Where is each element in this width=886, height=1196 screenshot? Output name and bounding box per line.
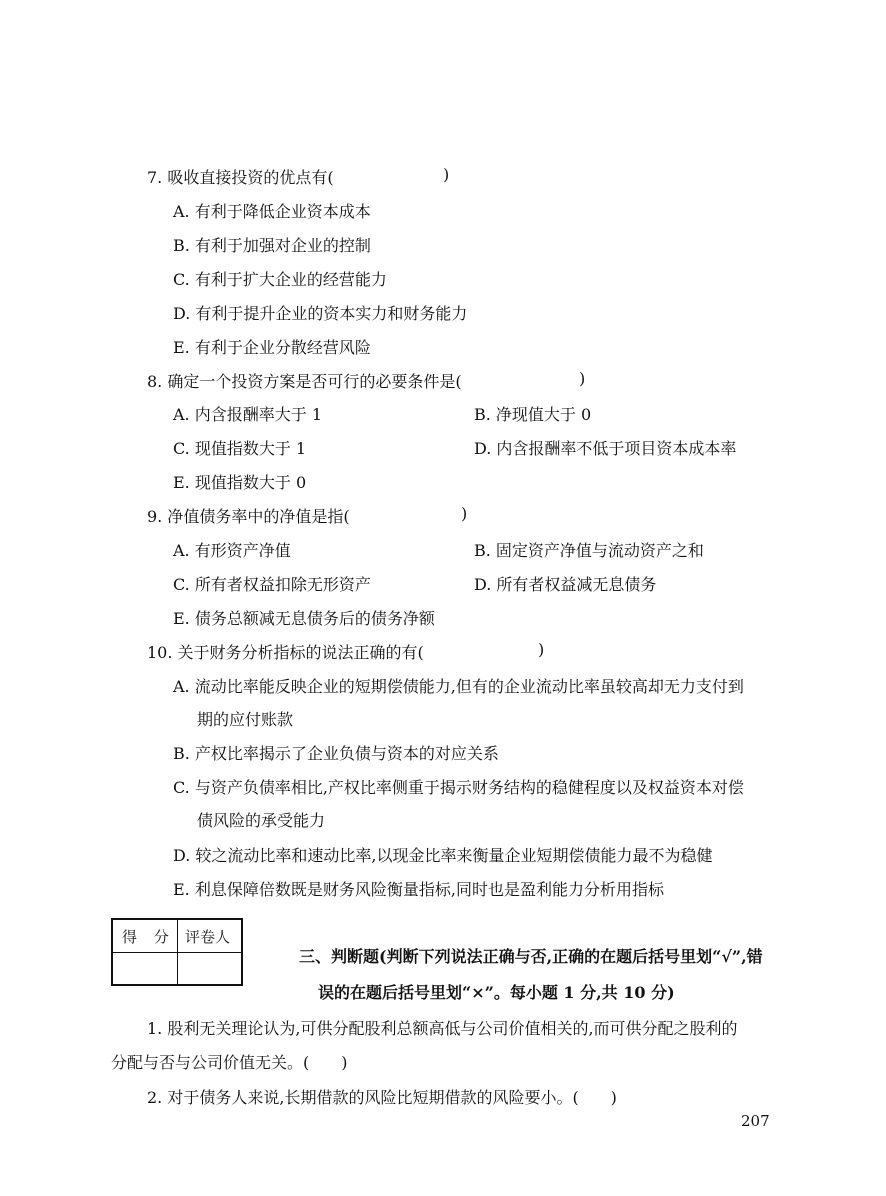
question-10-option-b: B. 产权比率揭示了企业负债与资本的对应关系	[173, 744, 499, 763]
question-7-option-d: D. 有利于提升企业的资本实力和财务能力	[173, 304, 468, 323]
question-10-option-c-line1: C. 与资产负债率相比,产权比率侧重于揭示财务结构的稳健程度以及权益资本对偿	[173, 778, 744, 797]
question-9-close-paren: )	[461, 504, 468, 523]
question-9-option-a: A. 有形资产净值	[173, 541, 291, 560]
question-10-option-c-line2: 债风险的承受能力	[197, 811, 326, 830]
judgment-1-line2: 分配与否与公司价值无关。( )	[111, 1053, 348, 1072]
question-7-option-b: B. 有利于加强对企业的控制	[173, 236, 371, 255]
question-10-close-paren: )	[538, 640, 545, 659]
score-table	[111, 918, 243, 986]
question-8-option-d: D. 内含报酬率不低于项目资本成本率	[474, 439, 737, 458]
question-10-option-a-line1: A. 流动比率能反映企业的短期偿债能力,但有的企业流动比率虽较高却无力支付到	[173, 677, 744, 696]
question-9-option-b: B. 固定资产净值与流动资产之和	[474, 541, 704, 560]
question-7-close-paren: )	[443, 165, 450, 184]
question-9-stem: 9. 净值债务率中的净值是指(	[147, 507, 350, 526]
question-10-option-e: E. 利息保障倍数既是财务风险衡量指标,同时也是盈利能力分析用指标	[173, 880, 664, 899]
question-8-close-paren: )	[579, 369, 586, 388]
question-8-option-e: E. 现值指数大于 0	[173, 473, 307, 492]
score-label: 得 分	[122, 928, 175, 946]
question-9-option-d: D. 所有者权益减无息债务	[474, 575, 657, 594]
question-10-option-a-line2: 期的应付账款	[197, 710, 294, 729]
section-3-heading-line2: 误的在题后括号里划“×”。每小题 1 分,共 10 分)	[318, 983, 675, 1002]
question-7-option-a: A. 有利于降低企业资本成本	[173, 202, 371, 221]
judgment-2: 2. 对于债务人来说,长期借款的风险比短期借款的风险要小。( )	[147, 1088, 617, 1107]
question-9-option-e: E. 债务总额减无息债务后的债务净额	[173, 609, 435, 628]
question-8-option-b: B. 净现值大于 0	[474, 405, 592, 424]
question-8-option-a: A. 内含报酬率大于 1	[173, 405, 322, 424]
question-7-stem: 7. 吸收直接投资的优点有(	[147, 168, 334, 187]
question-8-stem: 8. 确定一个投资方案是否可行的必要条件是(	[147, 372, 462, 391]
judgment-1-line1: 1. 股利无关理论认为,可供分配股利总额高低与公司价值相关的,而可供分配之股利的	[147, 1019, 738, 1038]
question-8-option-c: C. 现值指数大于 1	[173, 439, 307, 458]
question-9-option-c: C. 所有者权益扣除无形资产	[173, 575, 371, 594]
page-number: 207	[741, 1112, 770, 1130]
question-7-option-e: E. 有利于企业分散经营风险	[173, 338, 371, 357]
question-10-stem: 10. 关于财务分析指标的说法正确的有(	[147, 643, 424, 662]
grader-label: 评卷人	[185, 928, 231, 946]
question-10-option-d: D. 较之流动比率和速动比率,以现金比率来衡量企业短期偿债能力最不为稳健	[173, 846, 713, 865]
section-3-heading-line1: 三、判断题(判断下列说法正确与否,正确的在题后括号里划“√”,错	[299, 947, 763, 966]
question-7-option-c: C. 有利于扩大企业的经营能力	[173, 270, 387, 289]
